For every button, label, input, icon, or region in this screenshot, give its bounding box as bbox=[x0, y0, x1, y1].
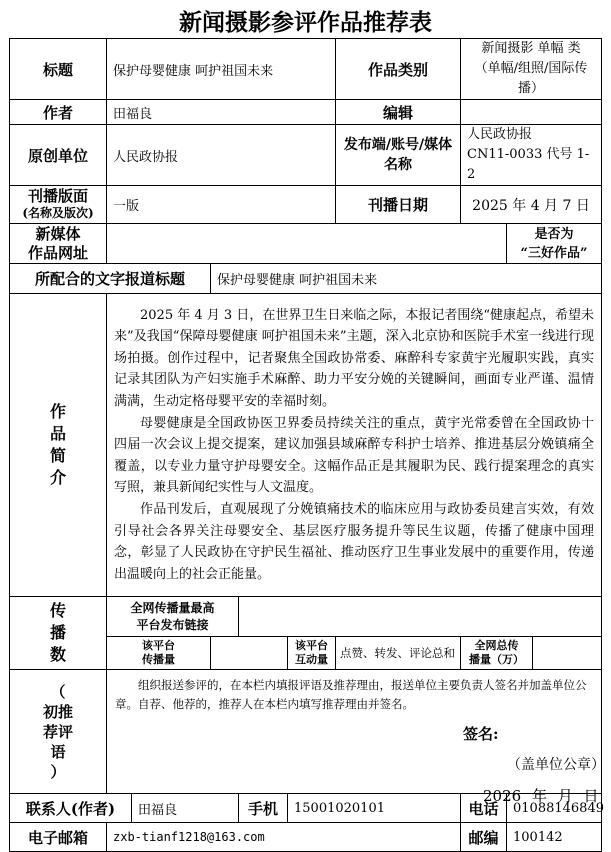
publisher-cell bbox=[461, 125, 602, 186]
text-title-value: 保护母婴健康 呵护祖国未来 bbox=[211, 264, 602, 294]
date-value: 2025 年 4 月 7 日 bbox=[461, 186, 602, 224]
link-value bbox=[239, 597, 602, 637]
email-label: 电子邮箱 bbox=[10, 823, 107, 852]
title-label: 标题 bbox=[10, 39, 107, 100]
tel-label: 电话 bbox=[461, 794, 507, 823]
platform-spread-value bbox=[211, 637, 288, 670]
date-label: 刊播日期 bbox=[336, 186, 461, 224]
edition-label-cell bbox=[10, 186, 107, 224]
row-title bbox=[10, 39, 602, 100]
intro-paragraph: 母婴健康是全国政协医卫界委员持续关注的重点，黄宇光常委曾在全国政协十四届一次会议上提交提案，建议加强县域麻醉专科护士培养、推进基层分娩镇痛全覆盖，以专业力量守护母婴安全。这幅作品正是其履职为民、践行提案理念的真实写照，兼具新闻纪实性与人文温度。 bbox=[114, 415, 595, 496]
phone-label: 手机 bbox=[239, 794, 288, 823]
title-value: 保护母婴健康 呵护祖国未来 bbox=[107, 39, 336, 100]
email-value: zxb-tianf1218@163.com bbox=[107, 823, 461, 852]
text-title-label: 所配合的文字报道标题 bbox=[10, 264, 211, 294]
row-unit bbox=[10, 125, 602, 186]
intro-paragraph: 2025 年 4 月 3 日，在世界卫生日来临之际，本报记者围绕“健康起点，希望未来”及我国“保障母婴健康 呵护祖国未来”主题，深入北京协和医院手术室一线进行现场拍摄。创作过程中，记者聚焦全国政协常委、麻醉科专家黄宇光履职实践，真实记录其团队为产妇实施手术麻醉、助力平安分娩的关键瞬间，画面专业严谨、温情满满，生动定格母婴平安的幸福时刻。 bbox=[114, 307, 595, 410]
category-options: （单幅/组照/国际传播） bbox=[474, 61, 588, 96]
interact-note: 点赞、转发、评论总和 bbox=[336, 637, 461, 670]
newmedia-label: 新媒体 bbox=[35, 224, 81, 243]
intro-body bbox=[107, 294, 602, 597]
total-spread-value bbox=[533, 637, 602, 670]
intro-paragraph: 作品刊发后，直观展现了分娩镇痛技术的临床应用与政协委员建言实效，有效引导社会各界关注母婴安全、基层医疗服务提升等民生议题，传播了健康中国理念，彰显了人民政协在守护民生福祉、推动医疗卫生事业发展中的重要作用，传递出温暖向上的社会正能量。 bbox=[114, 501, 595, 582]
unit-value: 人民政协报 bbox=[107, 125, 336, 186]
phone-value: 15001020101 bbox=[288, 794, 461, 823]
page-title: 新闻摄影参评作品推荐表 bbox=[179, 9, 432, 36]
row-text-title bbox=[10, 264, 602, 294]
contact-value: 田福良 bbox=[132, 794, 239, 823]
recommend-body bbox=[107, 670, 605, 805]
newmedia-sublabel: 作品网址 bbox=[27, 243, 88, 262]
unit-label: 原创单位 bbox=[10, 125, 107, 186]
tel-value: 01088146849 bbox=[507, 794, 602, 823]
platform-interact-label: 该平台 互动量 bbox=[288, 637, 336, 670]
publisher-value-name: 人民政协报 bbox=[467, 127, 533, 142]
category-cell bbox=[461, 39, 602, 100]
platform-spread-label: 该平台 传播量 bbox=[107, 637, 211, 670]
editor-label: 编辑 bbox=[336, 100, 461, 125]
author-label: 作者 bbox=[10, 100, 107, 125]
recommend-label: （ 初推荐评语 ） bbox=[10, 670, 107, 794]
recommend-date: 2026 年 月 日 bbox=[483, 787, 599, 805]
recommend-note: 组织报送参评的，在本栏内填报评语及推荐理由，报送单位主要负责人签名并加盖单位公章。自荐、他荐的，推荐人在本栏内填写推荐理由并签名。 bbox=[115, 678, 587, 711]
category-label: 作品类别 bbox=[336, 39, 461, 100]
signature-label: 签名: bbox=[463, 725, 499, 743]
contact-label: 联系人(作者) bbox=[10, 794, 132, 823]
publisher-value-code: CN11-0033 代号 1-2 bbox=[467, 147, 590, 182]
recommendation-form bbox=[9, 38, 605, 852]
row-email bbox=[10, 823, 602, 852]
row-recommend bbox=[10, 670, 602, 794]
row-edition bbox=[10, 186, 602, 224]
intro-label: 作 品 简 介 bbox=[10, 294, 107, 597]
newmedia-url bbox=[107, 224, 507, 264]
link-label: 全网传播量最高 平台发布链接 bbox=[107, 597, 239, 637]
seal-label: （盖单位公章） bbox=[507, 757, 605, 773]
category-value: 新闻摄影 单幅 类 bbox=[481, 41, 581, 56]
row-author bbox=[10, 100, 602, 125]
row-intro bbox=[10, 294, 602, 597]
postcode-value: 100142 bbox=[507, 823, 602, 852]
postcode-label: 邮编 bbox=[461, 823, 507, 852]
publisher-label: 发布端/账号/媒体名称 bbox=[336, 125, 461, 186]
editor-value bbox=[461, 100, 602, 125]
row-newmedia bbox=[10, 224, 602, 264]
row-spread-link bbox=[10, 597, 602, 637]
edition-sublabel: (名称及版次) bbox=[22, 205, 94, 220]
spread-label: 传 播 数 bbox=[10, 597, 107, 670]
sanhao-sublabel: “三好作品” bbox=[520, 245, 588, 261]
sanhao-label-cell bbox=[507, 224, 602, 264]
sanhao-label: 是否为 bbox=[534, 226, 574, 242]
author-value: 田福良 bbox=[107, 100, 336, 125]
newmedia-label-cell bbox=[10, 224, 107, 264]
edition-value: 一版 bbox=[107, 186, 336, 224]
edition-label: 刊播版面 bbox=[27, 186, 88, 205]
total-spread-label: 全网总传 播量（万） bbox=[461, 637, 533, 670]
